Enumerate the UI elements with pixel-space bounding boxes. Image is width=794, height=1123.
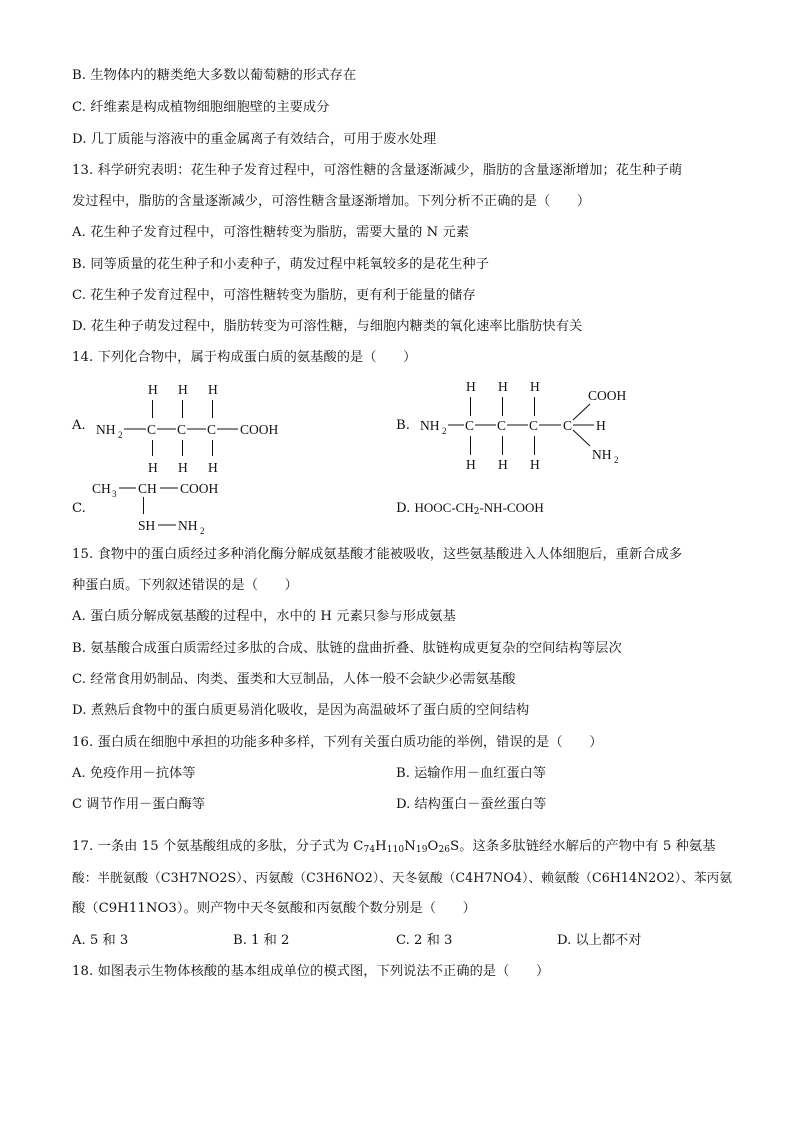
formula-a-c2: C: [177, 422, 187, 437]
formula-a-h-top-1: H: [148, 382, 158, 397]
formula-a-h-top-2: H: [178, 382, 188, 397]
q17-stem-line-1b: S。这条多肽链经水解后的产物中有 5 种氨基: [450, 839, 716, 854]
formula-c-ch3-sub: 3: [112, 489, 117, 499]
q13-stem-line-1: 13. 科学研究表明：花生种子发育过程中，可溶性糖的含量逐渐减少，脂肪的含量逐渐增加；花生种子萌: [72, 163, 683, 178]
formula-c-sh: SH: [138, 518, 156, 533]
q14-stem: 14. 下列化合物中，属于构成蛋白质的氨基酸的是（ ）: [72, 350, 417, 365]
q12-option-b: B. 生物体内的糖类绝大多数以葡萄糖的形式存在: [72, 68, 357, 83]
formula-b-h-top-3: H: [530, 379, 540, 394]
q17-formula-o-sub: 26: [438, 845, 451, 855]
formula-b-h-bottom-2: H: [498, 457, 508, 472]
formula-b-c2: C: [497, 418, 507, 433]
q15-stem-line-1: 15. 食物中的蛋白质经过多种消化酶分解成氨基酸才能被吸收，这些氨基酸进入人体细胞后，重新合成多: [72, 547, 683, 562]
q13-option-c: C. 花生种子发育过程中，可溶性糖转变为脂肪，更有利于能量的储存: [72, 288, 476, 303]
q15-stem-line-2: 种蛋白质。下列叙述错误的是（ ）: [72, 578, 298, 593]
q14-formula-c: [92, 476, 272, 536]
formula-a-h-bottom-1: H: [148, 460, 158, 475]
q17-formula-h-sub: 110: [386, 845, 405, 855]
q14-label-b: B.: [396, 418, 410, 433]
q15-option-c: C. 经常食用奶制品、肉类、蛋类和大豆制品，人体一般不会缺少必需氨基酸: [72, 672, 516, 687]
q14-label-a: A.: [72, 418, 86, 433]
formula-a-cooh: COOH: [240, 422, 279, 437]
q17-stem-line-2: 酸：半胱氨酸（C3H7NO2S）、丙氨酸（C3H6NO2）、天冬氨酸（C4H7NO4）、赖氨酸（C6H14N2O2）、苯丙氨: [72, 870, 733, 885]
q17-formula-o: O: [427, 839, 439, 854]
formula-c-cooh: COOH: [180, 481, 219, 496]
q14-formula-a: [92, 378, 322, 478]
formula-b-h-bottom-1: H: [466, 457, 476, 472]
q18-stem: 18. 如图表示生物体核酸的基本组成单位的模式图，下列说法不正确的是（ ）: [72, 964, 550, 979]
q14-formula-b: [418, 378, 668, 478]
formula-b-c4: C: [563, 418, 573, 433]
formula-a-h-top-3: H: [208, 382, 218, 397]
q13-option-b: B. 同等质量的花生种子和小麦种子，萌发过程中耗氧较多的是花生种子: [72, 257, 489, 272]
q17-option-a: A. 5 和 3: [72, 933, 129, 948]
q17-stem-line-1a: 17. 一条由 15 个氨基酸组成的多肽，分子式为 C: [72, 839, 364, 854]
q16-option-c: C 调节作用－蛋白酶等: [72, 797, 205, 812]
formula-b-c1: C: [465, 418, 475, 433]
q17-option-c: C. 2 和 3: [396, 933, 453, 948]
q15-option-a: A. 蛋白质分解成氨基酸的过程中，水中的 H 元素只参与形成氨基: [72, 609, 456, 624]
formula-b-nh2: NH: [420, 418, 440, 433]
formula-b-h-bottom-3: H: [530, 457, 540, 472]
formula-b-cooh: COOH: [588, 388, 627, 403]
formula-a-h-bottom-2: H: [178, 460, 188, 475]
q14-label-c: C.: [72, 501, 86, 516]
q17-option-b: B. 1 和 2: [233, 933, 290, 948]
formula-a-nh2-sub: 2: [118, 430, 123, 440]
q17-formula-h: H: [375, 839, 387, 854]
q17-formula-n: N: [404, 839, 416, 854]
formula-c-ch3: CH: [92, 481, 111, 496]
formula-c-nh2: NH: [178, 518, 198, 533]
formula-a-h-bottom-3: H: [208, 460, 218, 475]
q15-option-d: D. 煮熟后食物中的蛋白质更易消化吸收，是因为高温破坏了蛋白质的空间结构: [72, 703, 530, 718]
q13-stem-line-2: 发过程中，脂肪的含量逐渐减少，可溶性糖含量逐渐增加。下列分析不正确的是（ ）: [72, 194, 591, 209]
q13-option-d: D. 花生种子萌发过程中，脂肪转变为可溶性糖，与细胞内糖类的氧化速率比脂肪快有关: [72, 319, 583, 334]
formula-c-ch: CH: [138, 481, 157, 496]
formula-b-h-top-2: H: [498, 379, 508, 394]
q12-option-d: D. 几丁质能与溶液中的重金属离子有效结合，可用于废水处理: [72, 132, 437, 147]
q16-option-d: D. 结构蛋白－蚕丝蛋白等: [396, 797, 547, 812]
q15-option-b: B. 氨基酸合成蛋白质需经过多肽的合成、肽链的盘曲折叠、肽链构成更复杂的空间结构等层次: [72, 641, 622, 656]
q13-option-a: A. 花生种子发育过程中，可溶性糖转变为脂肪，需要大量的 N 元素: [72, 225, 470, 240]
formula-b-nh2-sub: 2: [442, 426, 447, 436]
formula-b-h-right: H: [596, 418, 606, 433]
q17-stem-line-3: 酸（C9H11NO3）。则产物中天冬氨酸和丙氨酸个数分别是（ ）: [72, 901, 476, 916]
formula-d-sub: 2: [473, 507, 480, 517]
q14-option-d: [396, 500, 544, 517]
formula-d-part-1: HOOC-CH: [414, 500, 474, 515]
q14-label-d: D.: [396, 501, 411, 516]
formula-a-nh2: NH: [96, 422, 116, 437]
q16-option-b: B. 运输作用－血红蛋白等: [396, 766, 546, 781]
q12-option-c: C. 纤维素是构成植物细胞细胞壁的主要成分: [72, 100, 330, 115]
q17-formula-n-sub: 19: [415, 845, 428, 855]
formula-b-nh2-lower: NH: [592, 447, 612, 462]
q17-stem-line-1: [72, 839, 732, 855]
q16-option-a: A. 免疫作用－抗体等: [72, 766, 196, 781]
formula-a-c3: C: [207, 422, 217, 437]
formula-b-h-top-1: H: [466, 379, 476, 394]
q17-option-d: D. 以上都不对: [557, 933, 642, 948]
formula-c-nh2-sub: 2: [200, 526, 205, 536]
formula-a-c1: C: [147, 422, 157, 437]
formula-d-part-2: -NH-COOH: [479, 500, 544, 515]
q17-formula-c-sub: 74: [363, 845, 376, 855]
formula-b-c3: C: [529, 418, 539, 433]
q16-stem: 16. 蛋白质在细胞中承担的功能多种多样，下列有关蛋白质功能的举例，错误的是（ ）: [72, 735, 603, 750]
formula-b-nh2-lower-sub: 2: [614, 455, 619, 465]
